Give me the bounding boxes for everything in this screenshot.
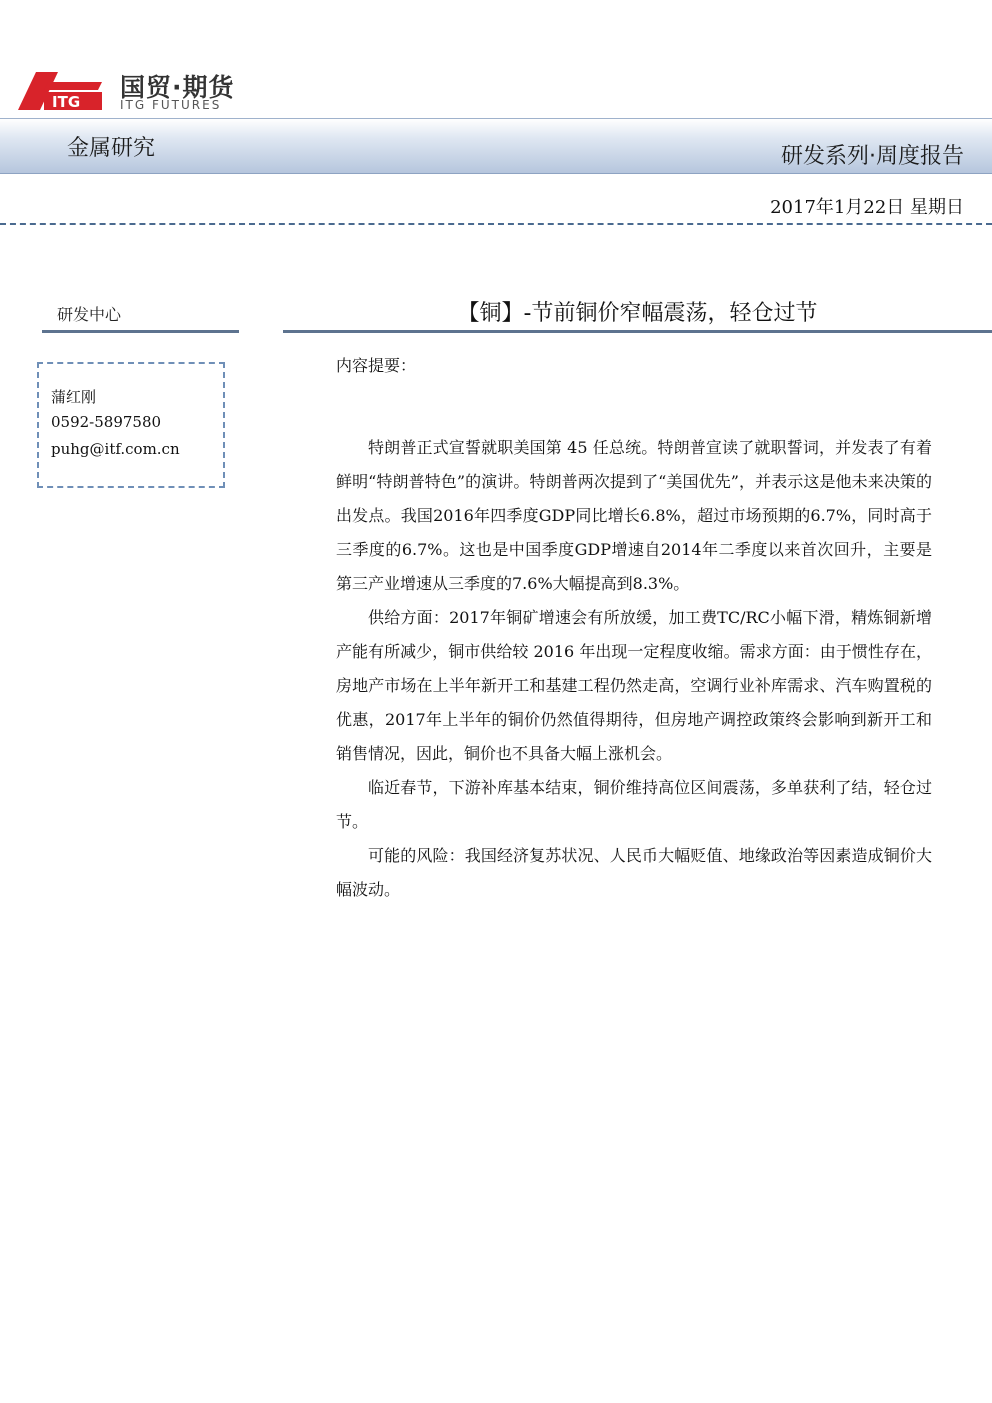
contact-name: 蒲红刚	[51, 388, 97, 406]
summary-label: 内容提要：	[336, 356, 417, 375]
logo-chinese-name: 国贸·期货	[120, 73, 235, 102]
report-date: 2017年1月22日 星期日	[770, 197, 964, 218]
itg-logo	[18, 68, 235, 112]
header-banner	[0, 118, 992, 174]
article-paragraph: 供给方面：2017年铜矿增速会有所放缓，加工费TC/RC小幅下滑，精炼铜新增产能有所减少，铜市供给较 2016 年出现一定程度收缩。需求方面：由于惯性存在，房地产市场在上半年新开工和基建工程仍然走高，空调行业补库需求、汽车购置税的优惠，2017年上半年的铜价仍然值得期待，但房地产调控政策终会影响到新开工和销售情况，因此，铜价也不具备大幅上涨机会。	[336, 608, 932, 763]
logo-mark-text: ITG	[52, 93, 81, 111]
sidebar-divider	[42, 330, 239, 333]
contact-phone: 0592-5897580	[51, 413, 162, 431]
itg-logo-mark-icon	[18, 72, 102, 112]
article-paragraph: 可能的风险：我国经济复苏状况、人民币大幅贬值、地缘政治等因素造成铜价大幅波动。	[336, 846, 932, 899]
banner-series: 研发系列·周度报告	[781, 144, 964, 169]
contact-box	[37, 362, 225, 488]
contact-email: puhg@itf.com.cn	[51, 440, 180, 458]
header-divider	[0, 223, 992, 225]
article-title: 【铜】-节前铜价窄幅震荡，轻仓过节	[457, 301, 818, 326]
article-body	[336, 431, 932, 907]
article-paragraph: 特朗普正式宣誓就职美国第 45 任总统。特朗普宣读了就职誓词，并发表了有着鲜明“特朗普特色”的演讲。特朗普两次提到了“美国优先”，并表示这是他未来决策的出发点。我国2016年四季度GDP同比增长6.8%，超过市场预期的6.7%，同时高于三季度的6.7%。这也是中国季度GDP增速自2014年二季度以来首次回升，主要是第三产业增速从三季度的7.6%大幅提高到8.3%。	[336, 438, 932, 593]
logo-english-name: ITG FUTURES	[120, 98, 222, 112]
sidebar-title: 研发中心	[57, 305, 122, 324]
banner-category: 金属研究	[67, 136, 156, 161]
article-paragraph: 临近春节，下游补库基本结束，铜价维持高位区间震荡，多单获利了结，轻仓过节。	[336, 778, 932, 831]
article-title-divider	[283, 330, 992, 333]
